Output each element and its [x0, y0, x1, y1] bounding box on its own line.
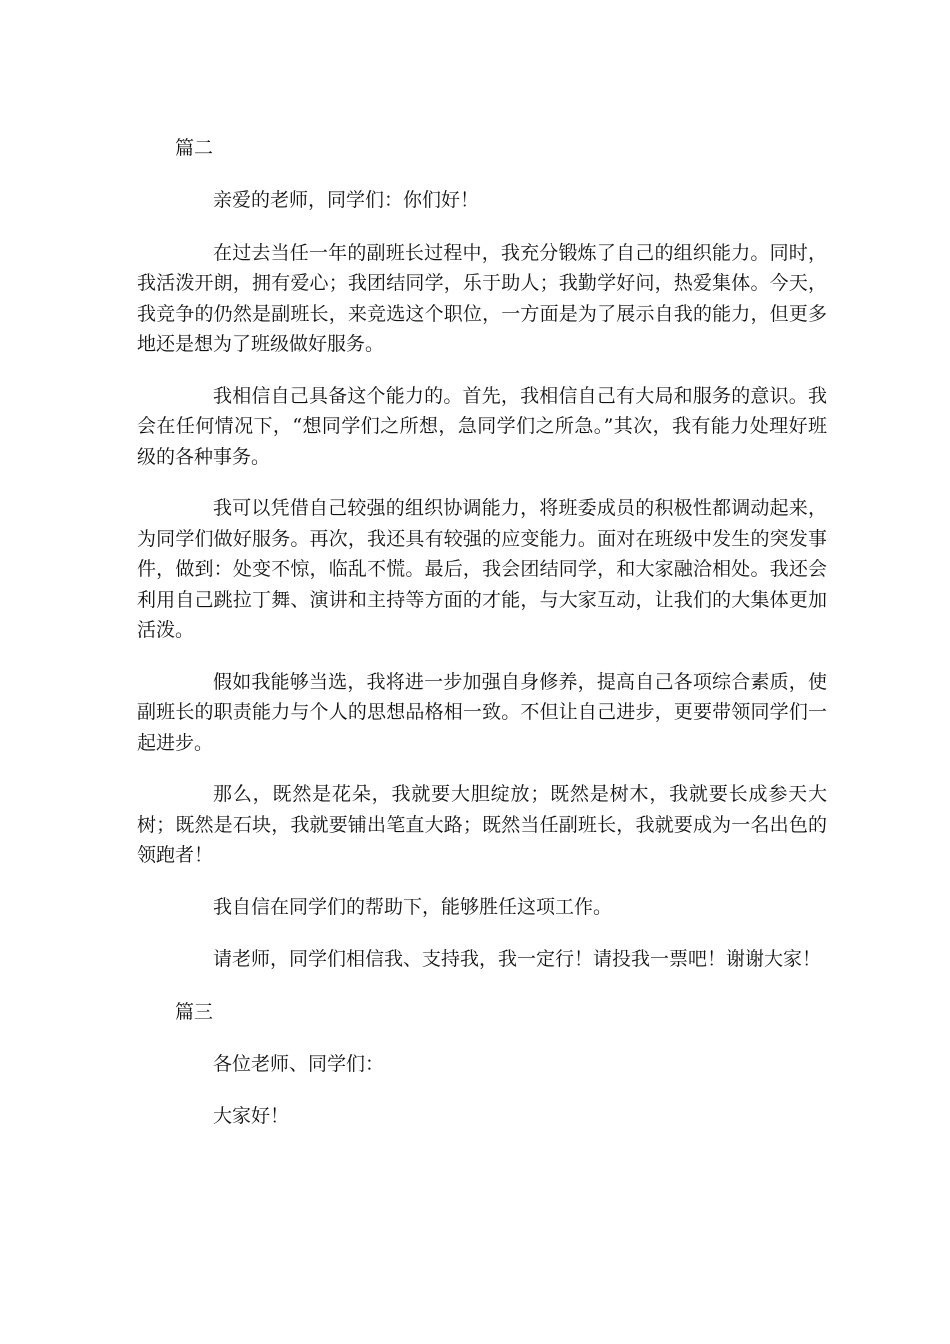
document-page [137, 133, 827, 1154]
body-paragraph: 我相信自己具备这个能力的。首先，我相信自己有大局和服务的意识。我会在任何情况下，“想同学们之所想，急同学们之所急。”其次，我有能力处理好班级的各种事务。 [137, 384, 827, 468]
greeting-paragraph: 各位老师、同学们： [213, 1052, 385, 1075]
body-paragraph: 在过去当任一年的副班长过程中，我充分锻炼了自己的组织能力。同时，我活泼开朗，拥有爱心；我团结同学，乐于助人；我勤学好问，热爱集体。今天，我竞争的仍然是副班长，来竞选这个职位，一方面是为了展示自我的能力，但更多地还是想为了班级做好服务。 [137, 241, 827, 355]
body-paragraph: 我可以凭借自己较强的组织协调能力，将班委成员的积极性都调动起来，为同学们做好服务。再次，我还具有较强的应变能力。面对在班级中发生的突发事件，做到：处变不惊，临乱不慌。最后，我会团结同学，和大家融洽相处。我还会利用自己跳拉丁舞、演讲和主持等方面的才能，与大家互动，让我们的大集体更加活泼。 [137, 497, 827, 641]
body-paragraph: 那么，既然是花朵，我就要大胆绽放；既然是树木，我就要长成参天大树；既然是石块，我就要铺出笔直大路；既然当任副班长，我就要成为一名出色的领跑者！ [137, 783, 827, 866]
closing-paragraph: 请老师，同学们相信我、支持我，我一定行！请投我一票吧！谢谢大家！ [213, 948, 822, 970]
body-paragraph: 我自信在同学们的帮助下，能够胜任这项工作。 [213, 895, 613, 918]
greeting-paragraph: 大家好！ [213, 1105, 290, 1127]
greeting-paragraph: 亲爱的老师，同学们：你们好！ [213, 189, 480, 211]
section-heading: 篇三 [175, 1000, 214, 1023]
section-heading: 篇二 [175, 137, 214, 159]
body-paragraph: 假如我能够当选，我将进一步加强自身修养，提高自己各项综合素质，使副班长的职责能力与个人的思想品格相一致。不但让自己进步，更要带领同学们一起进步。 [137, 670, 827, 754]
